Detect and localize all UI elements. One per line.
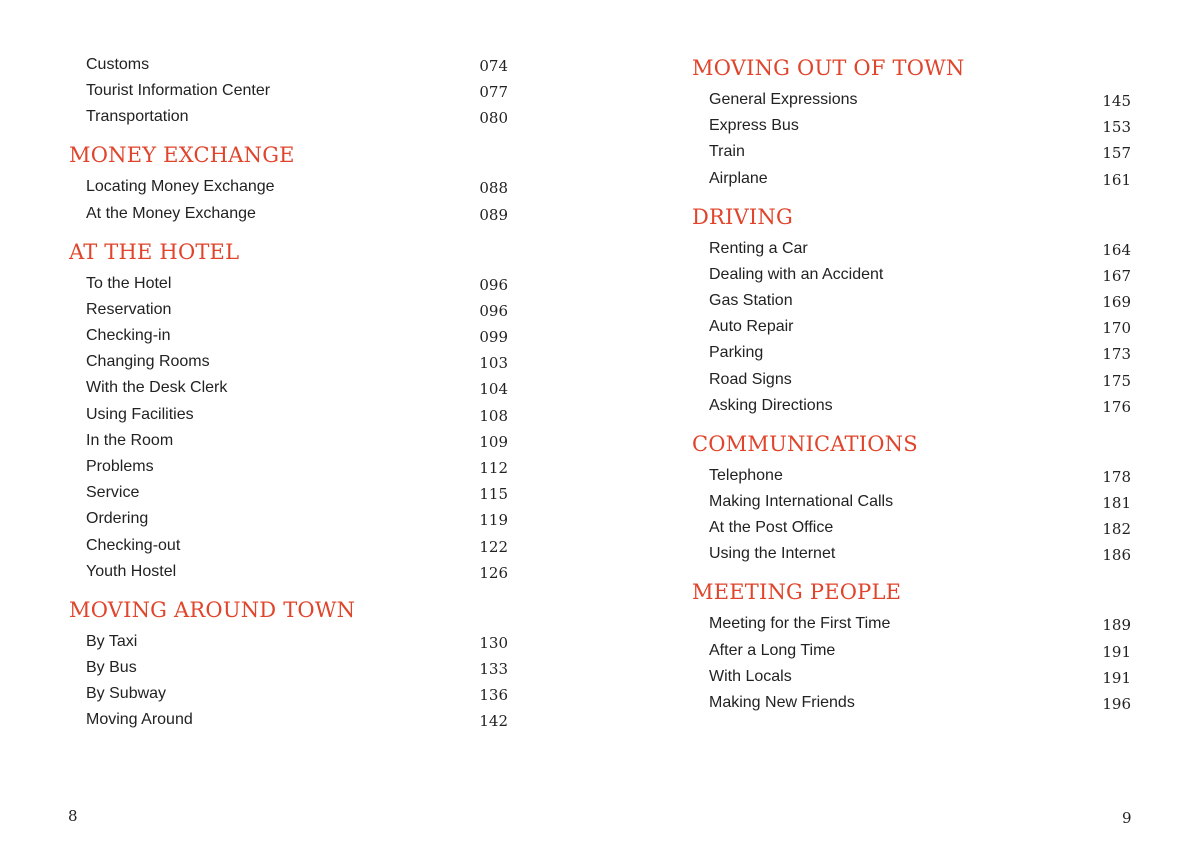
toc-entry-page-number: 115 [479, 485, 508, 504]
toc-entry[interactable] [86, 272, 508, 296]
toc-entry-page-number: 164 [1102, 240, 1131, 259]
section-heading-meeting-people: MEETING PEOPLE [692, 580, 902, 605]
toc-entry[interactable] [86, 376, 508, 400]
toc-entry-page-number: 191 [1102, 642, 1131, 661]
toc-entry-title: By Bus [86, 659, 137, 676]
toc-entry-title: Reservation [86, 300, 172, 318]
toc-entry-title: Checking-in [86, 327, 171, 344]
toc-entry-title: With the Desk Clerk [86, 379, 228, 397]
toc-entry[interactable] [86, 202, 508, 226]
toc-entry-page-number: 099 [479, 328, 508, 346]
toc-entry-title: Express Bus [709, 117, 799, 135]
toc-entry[interactable] [709, 114, 1131, 138]
toc-entry-title: Transportation [86, 108, 189, 126]
toc-entry-title: Asking Directions [709, 396, 833, 414]
toc-entry-page-number: 191 [1102, 668, 1131, 687]
toc-entry-page-number: 181 [1102, 494, 1131, 512]
toc-entry[interactable] [86, 534, 508, 558]
toc-entry[interactable] [86, 507, 508, 531]
toc-entry[interactable] [709, 140, 1131, 164]
toc-entry-title: Checking-out [86, 536, 181, 554]
toc-entry-page-number: 096 [479, 275, 508, 294]
toc-entry[interactable] [86, 105, 508, 129]
toc-entry-title: Using Facilities [86, 405, 194, 423]
toc-entry-title: Making New Friends [709, 694, 855, 711]
toc-entry-page-number: 126 [479, 563, 508, 582]
toc-entry-page-number: 170 [1102, 319, 1131, 338]
toc-entry-title: Meeting for the First Time [709, 615, 891, 633]
page-number-right: 9 [1122, 809, 1132, 827]
toc-entry-page-number: 175 [1102, 371, 1131, 390]
toc-entry-page-number: 153 [1102, 118, 1131, 137]
toc-entry[interactable] [709, 237, 1131, 261]
toc-entry-page-number: 080 [479, 109, 508, 128]
toc-entry-title: After a Long Time [709, 641, 836, 659]
section-heading-moving-out-of-town: MOVING OUT OF TOWN [692, 56, 965, 80]
toc-entry[interactable] [86, 560, 508, 584]
toc-entry[interactable] [709, 691, 1131, 715]
toc-entry[interactable] [709, 368, 1131, 392]
toc-entry-page-number: 096 [479, 301, 508, 320]
toc-entry-title: Locating Money Exchange [86, 178, 275, 196]
toc-entry[interactable] [86, 350, 508, 374]
toc-entry-page-number: 161 [1102, 170, 1131, 189]
section-heading-money-exchange: MONEY EXCHANGE [69, 143, 295, 168]
toc-entry-page-number: 130 [479, 633, 508, 652]
toc-entry-page-number: 103 [479, 354, 508, 373]
toc-entry-page-number: 077 [479, 83, 508, 102]
toc-entry[interactable] [86, 656, 508, 680]
toc-entry-title: In the Room [86, 431, 174, 449]
toc-entry-title: Road Signs [709, 370, 792, 388]
toc-entry[interactable] [709, 315, 1131, 339]
toc-entry-page-number: 145 [1102, 92, 1131, 110]
toc-entry-page-number: 169 [1102, 293, 1131, 311]
toc-entry-title: Ordering [86, 510, 149, 528]
toc-entry-title: Dealing with an Accident [709, 265, 884, 283]
toc-entry[interactable] [86, 630, 508, 654]
toc-entry-page-number: 089 [479, 205, 508, 224]
toc-entry[interactable] [709, 612, 1131, 636]
toc-entry[interactable] [709, 464, 1131, 488]
toc-entry-title: Tourist Information Center [86, 82, 271, 100]
toc-entry-page-number: 122 [479, 537, 508, 556]
toc-entry[interactable] [709, 639, 1131, 663]
toc-entry-page-number: 112 [479, 459, 508, 477]
toc-entry-title: To the Hotel [86, 274, 172, 292]
toc-entry-page-number: 167 [1102, 266, 1131, 285]
toc-entry-page-number: 109 [479, 432, 508, 451]
toc-entry-title: At the Money Exchange [86, 204, 256, 222]
toc-entry-title: Gas Station [709, 292, 793, 309]
toc-entry-page-number: 176 [1102, 397, 1131, 416]
toc-entry[interactable] [709, 665, 1131, 689]
toc-entry-title: Auto Repair [709, 318, 794, 336]
toc-entry[interactable] [86, 175, 508, 199]
toc-entry-page-number: 133 [479, 660, 508, 678]
toc-entry-page-number: 119 [479, 511, 508, 530]
toc-entry-page-number: 074 [479, 57, 508, 75]
toc-entry-page-number: 196 [1102, 695, 1131, 713]
section-heading-communications: COMMUNICATIONS [692, 431, 918, 456]
page-number-left: 8 [68, 807, 78, 825]
toc-entry[interactable] [86, 455, 508, 479]
toc-entry-title: By Taxi [86, 632, 138, 650]
toc-entry[interactable] [86, 79, 508, 103]
toc-entry-title: Train [709, 143, 745, 161]
toc-entry-title: Service [86, 484, 140, 502]
section-heading-moving-around-town: MOVING AROUND TOWN [69, 597, 356, 622]
toc-entry[interactable] [86, 481, 508, 505]
toc-entry-page-number: 173 [1102, 345, 1131, 364]
toc-entry-title: By Subway [86, 685, 167, 703]
toc-entry[interactable] [709, 88, 1131, 112]
toc-entry-title: Parking [709, 344, 764, 362]
toc-entry-title: Telephone [709, 466, 783, 484]
toc-entry[interactable] [709, 263, 1131, 287]
toc-entry[interactable] [709, 516, 1131, 540]
toc-entry-page-number: 088 [479, 179, 508, 198]
toc-entry-title: Using the Internet [709, 545, 836, 563]
toc-entry-page-number: 186 [1102, 546, 1131, 565]
toc-entry[interactable] [86, 682, 508, 706]
toc-entry-page-number: 182 [1102, 520, 1131, 539]
toc-entry[interactable] [86, 429, 508, 453]
toc-entry-title: Problems [86, 458, 154, 475]
toc-entry-title: Moving Around [86, 711, 193, 729]
toc-entry[interactable] [86, 708, 508, 732]
toc-entry[interactable] [709, 490, 1131, 514]
toc-entry[interactable] [709, 341, 1131, 365]
toc-entry[interactable] [709, 289, 1131, 313]
toc-entry-page-number: 136 [479, 686, 508, 705]
toc-entry-title: Airplane [709, 169, 768, 187]
toc-entry-title: General Expressions [709, 91, 858, 108]
section-heading-at-the-hotel: AT THE HOTEL [69, 239, 240, 264]
toc-entry[interactable] [709, 167, 1131, 191]
toc-entry-page-number: 157 [1102, 144, 1131, 163]
toc-entry-title: Renting a Car [709, 239, 808, 257]
toc-entry-page-number: 104 [479, 380, 508, 399]
toc-entry-title: At the Post Office [709, 519, 834, 537]
toc-entry-page-number: 108 [479, 406, 508, 425]
toc-entry[interactable] [709, 394, 1131, 418]
toc-entry-title: Youth Hostel [86, 562, 177, 580]
toc-entry[interactable] [86, 324, 508, 348]
toc-entry-page-number: 142 [479, 712, 508, 731]
toc-entry[interactable] [86, 403, 508, 427]
toc-entry-title: With Locals [709, 667, 792, 685]
toc-entry[interactable] [86, 53, 508, 77]
toc-entry[interactable] [86, 298, 508, 322]
toc-entry-title: Making International Calls [709, 493, 894, 510]
toc-entry[interactable] [709, 542, 1131, 566]
toc-entry-page-number: 178 [1102, 467, 1131, 486]
toc-entry-title: Customs [86, 56, 150, 73]
toc-entry-page-number: 189 [1102, 616, 1131, 635]
section-heading-driving: DRIVING [692, 204, 793, 229]
toc-entry-title: Changing Rooms [86, 353, 210, 371]
